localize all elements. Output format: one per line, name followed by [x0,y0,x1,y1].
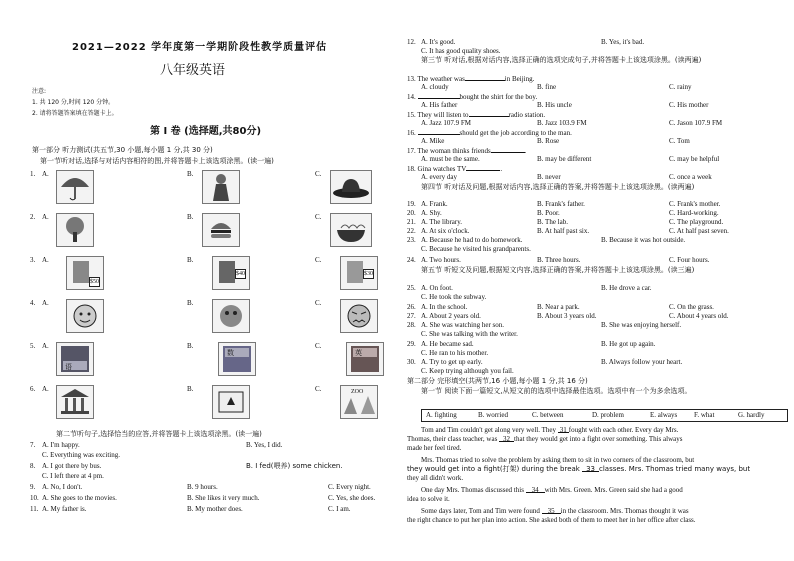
word-options-box: A. fighting B. worried C. between D. problem E. always F. what G. hardly [421,409,788,422]
sec5-instructions: 第五节 听短文及问题,根据短文内容,选择正确的答案,并将答题卡上该选项涂黑。(读三遍) [421,266,695,274]
cartoon-face-icon[interactable] [66,299,104,333]
price-tag-icon[interactable]: $30 [340,256,378,290]
raincoat-icon[interactable] [202,170,240,204]
book-icon[interactable]: 语 [56,342,94,376]
sec4-instructions: 第四节 听对话及问题,根据对话内容,选择正确的答案,并将答题卡上该选项涂黑。(读两遍) [421,183,695,191]
exam-subtitle: 八年级英语 [160,63,226,78]
blank-32[interactable]: 32 [499,435,514,442]
book-icon[interactable]: 英 [346,342,384,376]
blank-33[interactable]: 33 [582,465,599,472]
burger-icon[interactable] [202,213,240,247]
zoo-icon[interactable]: ZOO [340,385,378,419]
ball-icon[interactable] [212,299,250,333]
angry-face-icon[interactable] [340,299,378,333]
sec2-instructions: 第二节听句子,选择恰当的应答,并将答题卡上该选项涂黑。(读一遍) [56,430,262,438]
note-2: 2. 请将答题答案填在答题卡上。 [32,110,118,117]
sec3-instructions: 第三节 听对话,根据对话内容,选择正确的选项完成句子,并将答题卡上该选项涂黑。(读两遍) [421,56,702,64]
exam-title: 2021—2022 学年度第一学期阶段性教学质量评估 [72,42,328,53]
note-1: 1. 共 120 分,时间 120 分钟。 [32,99,115,106]
price-tag-icon[interactable]: $50 [66,256,104,290]
book-icon[interactable]: 数 [218,342,256,376]
hat-icon[interactable] [330,170,372,204]
tree-icon[interactable] [56,213,94,247]
umbrella-icon[interactable] [56,170,94,204]
note-label: 注意: [32,88,47,95]
noodles-icon[interactable] [330,213,372,247]
blank-35[interactable]: 35 [542,507,561,514]
museum-icon[interactable] [56,385,94,419]
cinema-icon[interactable] [212,385,250,419]
part2-sec1-instructions: 第一节 阅读下面一篇短文,从短文前的选项中选择最佳选项。选项中有一个为多余选项。 [421,387,692,395]
left-column: 2021—2022 学年度第一学期阶段性教学质量评估 八年级英语 注意: 1. 共 120 分,时间 120 分钟。 2. 请将答题答案填在答题卡上。 第 I 卷 (选择题,共80分) 第一部分 听力测试(共五节,30 小题,每小题 1 分,共 30 分) 第一节听对话,选择与对话内容相符的图,并将答题卡上该选项涂黑。(读一遍) 1. A. B. C. 2. A. B. C. 3. A. $50 B. $40 C. $30 4. A. B. C. 5. A. 语 B. 数 C. 英 6. A. B. C. ZOO 第二节听句子,选择恰当的应答,并将答题卡上该选项涂黑。(读一遍) 7. A. I'm happy. B. Yes, I did. C. Everything was exciting. 8. A. I got there by bus. B. I fed(喂养) some chicken. C. I left there at 4 pm. 9. A. No, I don't. B. 9 hours. C. Every night. 10. A. She goes to the movies. B. She likes it very much. C. Yes, she does. 11. A. My father is. B. My mother does. C. I am. [10,0,393,561]
blank-31[interactable]: 31 [559,426,567,434]
price-tag-icon[interactable]: $40 [212,256,250,290]
volume-heading: 第 I 卷 (选择题,共80分) [150,126,262,137]
part1-heading: 第一部分 听力测试(共五节,30 小题,每小题 1 分,共 30 分) [32,146,213,154]
part2-heading: 第二部分 完形填空(共两节,16 小题,每小题 1 分,共 16 分) [407,377,588,385]
blank-34[interactable]: 34 [526,486,545,493]
sec1-instructions: 第一节听对话,选择与对话内容相符的图,并将答题卡上该选项涂黑。(读一遍) [40,157,274,165]
right-column: 12. A. It's good. B. Yes, it's bad. C. It has good quality shoes. 第三节 听对话,根据对话内容,选择正确的选项完成句子,并将答题卡上该选项涂黑。(读两遍) 13. The weather was in Beijing. A. cloudy B. fine C. rainy 14. bought the shirt for the boy. A. His father B. His uncle C. His mother 15. They will listen to radio station. A. Jazz 107.9 FM B. Jazz 103.9 FM C. Jason 107.9 FM 16. should get the job according to the man. A. Mike B. Rose C. Tom 17. The woman thinks friends . A. must be the same. B. may be different C. may be helpful 18. Gina watches TV . A. every day B. never C. once a week 第四节 听对话及问题,根据对话内容,选择正确的答案,并将答题卡上该选项涂黑。(读两遍) 19. A. Frank. B. Frank's father. C. Frank's mother. 20. A. Shy. B. Poor. C. Hard-working. 21. A. The library. B. The lab. C. The playground. 22. A. At six o'clock. B. At half past six. C. At half past seven. 23. A. Because he had to do homework. B. Because it was hot outside. C. Because he visited his grandparents. 24. A. Two hours. B. Three hours. C. Four hours. 第五节 听短文及问题,根据短文内容,选择正确的答案,并将答题卡上该选项涂黑。(读三遍) 25. A. On foot. B. He drove a car. C. He took the subway. 26. A. In the school. B. Near a park. C. On the grass. 27. A. About 2 years old. B. About 3 years old. C. About 4 years old. 28. A. She was watching her son. B. She was enjoying herself. C. She was talking with the writer. 29. A. He became sad. B. He got up again. C. He ran to his mother. 30. A. Try to get up early. B. Always follow your heart. C. Keep trying although you fail. 第二部分 完形填空(共两节,16 小题,每小题 1 分,共 16 分) 第一节 阅读下面一篇短文,从短文前的选项中选择最佳选项。选项中有一个为多余选项。 A. fighting B. worried C. between D. problem E. always F. what G. hardly Tom and Tim couldn't get along very well. They 31 fought with each other. Every day Mrs. Thomas, their class teacher, was 32 that they would get into a fight over something. This always made her feel tired. Mrs. Thomas tried to solve the problem by asking them to sit in two corners of the classroom, but they would get into a fight(打架) during the break 33 classes. Mrs. Thomas tried many ways, but they all didn't work. One day Mrs. Thomas discussed this 34 with Mrs. Green. Mrs. Green said she had a good idea to solve it. Some days later, Tom and Tim were found 35 in the classroom. Mrs. Thomas thought it was the right chance to put her plan into action. She asked both of them to meet her in her office after class. [403,0,786,561]
